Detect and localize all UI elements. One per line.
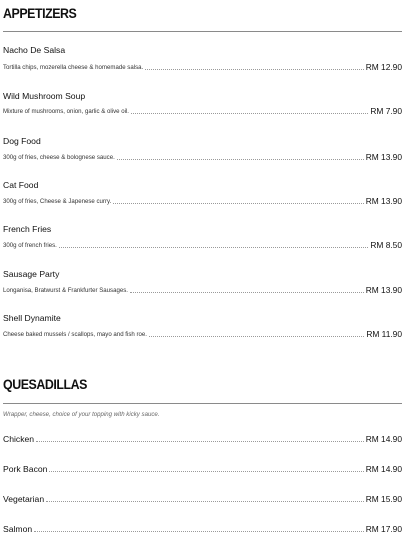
- item-name: Salmon: [3, 524, 33, 534]
- dot-leader: [149, 336, 364, 337]
- item-price: RM 12.90: [365, 62, 402, 72]
- item-name-dog-food: Dog Food: [3, 136, 41, 146]
- item-price: RM 14.90: [365, 464, 402, 474]
- item-price: RM 15.90: [365, 494, 402, 504]
- item-row-dog-food: [3, 150, 402, 162]
- dot-leader: [117, 159, 364, 160]
- dot-leader: [34, 531, 364, 532]
- item-row-chicken: [3, 432, 402, 444]
- item-row-pork-bacon: [3, 462, 402, 474]
- item-row-vegetarian: [3, 492, 402, 504]
- item-desc: 300g of french fries.: [3, 242, 57, 249]
- item-desc: 300g of fries, Cheese & Japenese curry.: [3, 198, 112, 205]
- item-name-sausage-party: Sausage Party: [3, 269, 60, 279]
- item-desc: Mixture of mushrooms, onion, garlic & olive oil.: [3, 108, 129, 115]
- item-price: RM 13.90: [365, 196, 402, 206]
- dot-leader: [46, 501, 364, 502]
- item-name: Pork Bacon: [3, 464, 48, 474]
- dot-leader: [130, 292, 364, 293]
- item-desc: Longanisa, Bratwurst & Frankfurter Sausages.: [3, 287, 128, 294]
- item-row-salmon: [3, 522, 402, 534]
- dot-leader: [49, 471, 363, 472]
- item-row-shell-dynamite: [3, 327, 402, 339]
- dot-leader: [113, 203, 363, 204]
- item-row-wild-mushroom-soup: [3, 104, 402, 116]
- item-name-french-fries: French Fries: [3, 224, 52, 234]
- item-row-sausage-party: [3, 283, 402, 295]
- item-row-cat-food: [3, 194, 402, 206]
- item-name-wild-mushroom-soup: Wild Mushroom Soup: [3, 91, 86, 101]
- appetizers-divider: [3, 31, 402, 32]
- appetizers-title: APPETIZERS: [3, 6, 77, 21]
- quesadillas-title: QUESADILLAS: [3, 377, 87, 392]
- item-name-nacho-de-salsa: Nacho De Salsa: [3, 45, 66, 55]
- item-price: RM 13.90: [365, 152, 402, 162]
- item-desc: 300g of fries, cheese & bolognese sauce.: [3, 154, 115, 161]
- dot-leader: [36, 441, 364, 442]
- item-price: RM 13.90: [365, 285, 402, 295]
- quesadillas-subtitle: Wrapper, cheese, choice of your topping with kicky sauce.: [3, 411, 160, 418]
- item-name: Chicken: [3, 434, 35, 444]
- quesadillas-divider: [3, 403, 402, 404]
- dot-leader: [131, 113, 368, 114]
- item-price: RM 17.90: [365, 524, 402, 534]
- item-row-french-fries: [3, 238, 402, 250]
- item-desc: Tortilla chips, mozerella cheese & homemade salsa.: [3, 64, 144, 71]
- item-row-nacho-de-salsa: [3, 60, 402, 72]
- dot-leader: [145, 69, 363, 70]
- dot-leader: [59, 247, 368, 248]
- item-price: RM 11.90: [366, 329, 402, 339]
- item-desc: Cheese baked mussels / scallops, mayo and fish roe.: [3, 331, 147, 338]
- item-price: RM 7.90: [370, 106, 402, 116]
- item-price: RM 14.90: [365, 434, 402, 444]
- item-name-cat-food: Cat Food: [3, 180, 39, 190]
- item-name-shell-dynamite: Shell Dynamite: [3, 313, 61, 323]
- item-price: RM 8.50: [370, 240, 402, 250]
- item-name: Vegetarian: [3, 494, 45, 504]
